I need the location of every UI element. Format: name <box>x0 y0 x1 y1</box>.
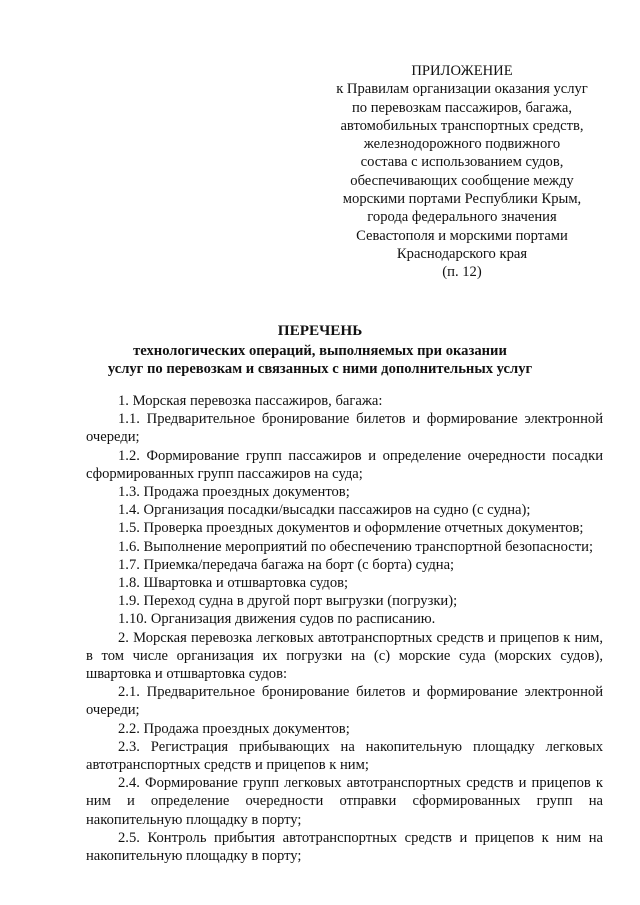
appendix-line: по перевозкам пассажиров, багажа, <box>351 99 573 116</box>
appendix-line: автомобильных транспортных средств, <box>340 117 584 134</box>
appendix-heading: ПРИЛОЖЕНИЕ <box>411 63 513 79</box>
appendix-line: состава с использованием судов, <box>360 154 564 171</box>
appendix-line: к Правилам организации оказания услуг <box>336 81 588 98</box>
appendix-line: морскими портами Республики Крым, <box>342 191 582 208</box>
appendix-line: (п. 12) <box>442 264 482 281</box>
document-title-block <box>80 322 560 379</box>
appendix-line: железнодорожного подвижного <box>363 136 561 153</box>
list-item: 1.7. Приемка/передача багажа на борт (с борта) судна; <box>118 556 455 573</box>
list-item: 1.4. Организация посадки/высадки пассажиров на судно (с судна); <box>118 502 531 519</box>
document-subtitle-line: услуг по перевозкам и связанных с ними дополнительных услуг <box>107 361 533 378</box>
list-item: 2.5. Контроль прибытия автотранспортных средств и прицепов к ним на накопительную площадку в порту; <box>86 829 603 865</box>
appendix-line: Севастополя и морскими портами <box>356 227 568 244</box>
operations-list <box>86 392 603 865</box>
list-item: 2. Морская перевозка легковых автотранспортных средств и прицепов к ним, в том числе организация их погрузки на (с) морские суда (морских судов), швартовка и отшвартовка судов: <box>86 629 603 683</box>
list-item: 1.1. Предварительное бронирование билетов и формирование электронной очереди; <box>86 411 603 446</box>
list-item: 1.5. Проверка проездных документов и оформление отчетных документов; <box>118 520 584 537</box>
appendix-block <box>332 62 592 282</box>
list-item: 2.3. Регистрация прибывающих на накопительную площадку легковых автотранспортных средств и прицепов к ним; <box>86 738 603 774</box>
list-item: 1. Морская перевозка пассажиров, багажа: <box>118 393 383 409</box>
list-item: 1.3. Продажа проездных документов; <box>118 484 350 501</box>
list-item: 1.2. Формирование групп пассажиров и определение очередности посадки сформированных групп пассажиров на суда; <box>86 447 603 482</box>
document-subtitle-line: технологических операций, выполняемых при оказании <box>133 342 507 359</box>
appendix-line: Краснодарского края <box>396 245 528 262</box>
list-item: 2.2. Продажа проездных документов; <box>118 720 350 737</box>
list-item: 2.1. Предварительное бронирование билетов и формирование электронной очереди; <box>86 684 603 719</box>
list-item: 1.10. Организация движения судов по расписанию. <box>118 611 436 628</box>
list-item: 1.6. Выполнение мероприятий по обеспечению транспортной безопасности; <box>118 538 593 555</box>
appendix-line: обеспечивающих сообщение между <box>350 172 574 189</box>
list-item: 2.4. Формирование групп легковых автотранспортных средств и прицепов к ним и определение очередности отправки сформированных групп на накопительную площадку в порту; <box>86 775 603 828</box>
document-title: ПЕРЕЧЕНЬ <box>277 322 363 339</box>
appendix-line: города федерального значения <box>367 209 557 226</box>
list-item: 1.9. Переход судна в другой порт выгрузки (погрузки); <box>118 593 458 610</box>
list-item: 1.8. Швартовка и отшвартовка судов; <box>118 575 349 592</box>
